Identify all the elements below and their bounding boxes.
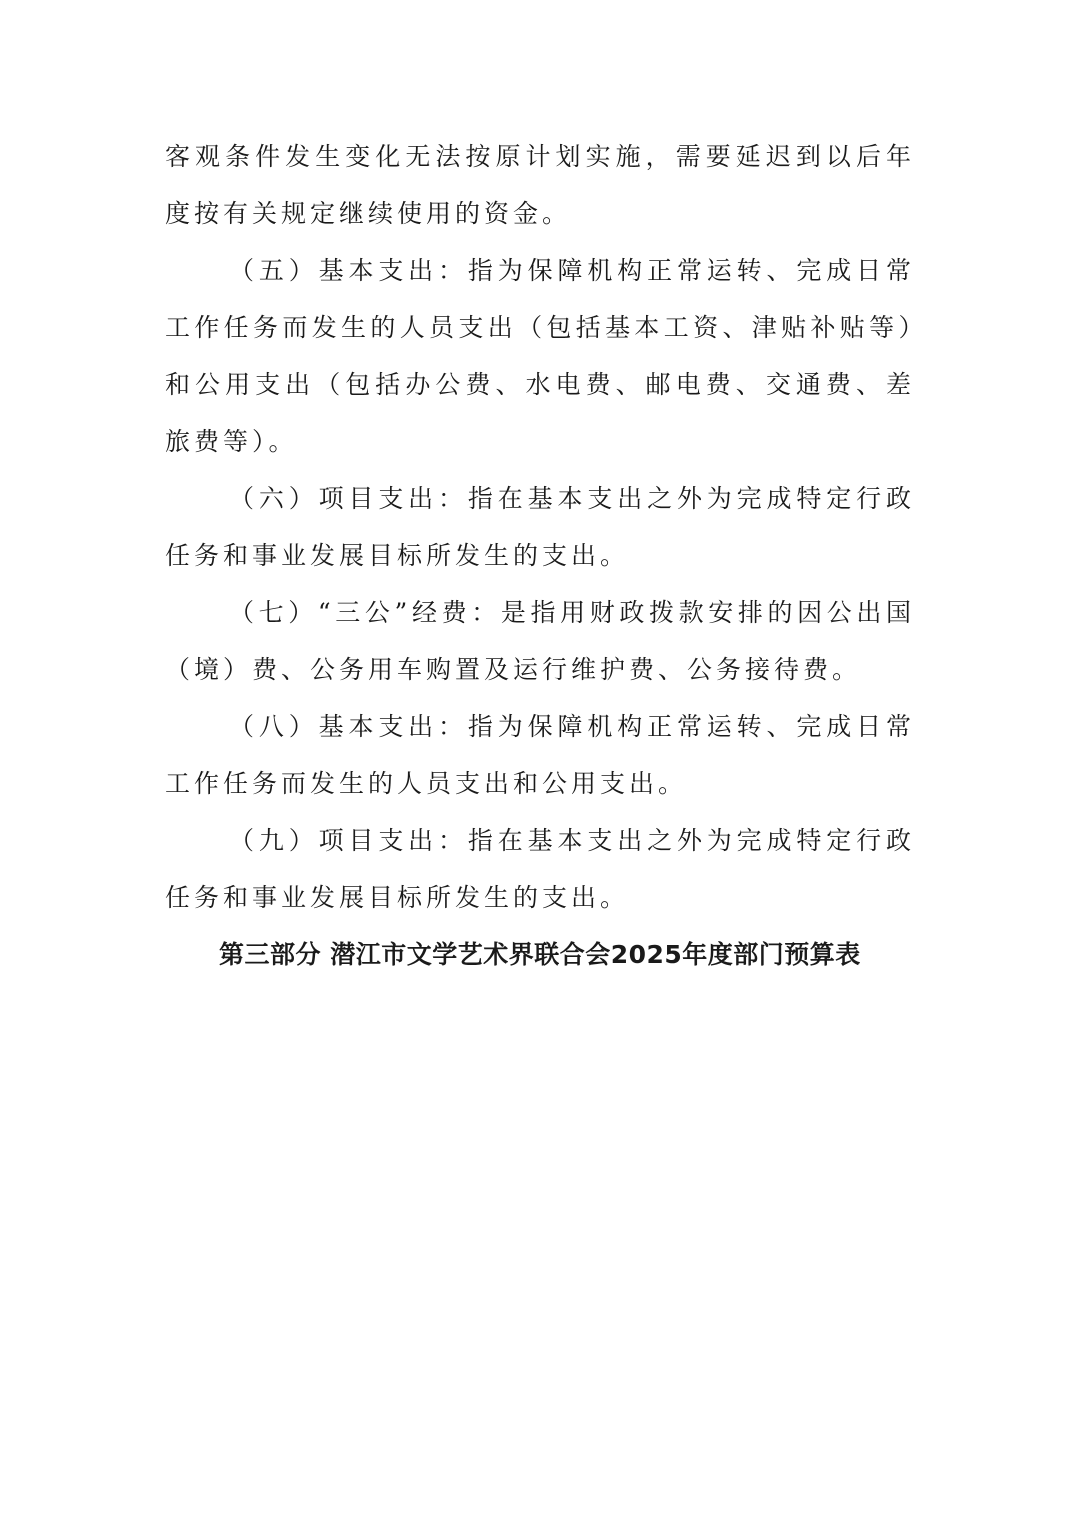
paragraph-three-public-funds: （七）“三公”经费：是指用财政拨款安排的因公出国（境）费、公务用车购置及运行维护费、公务接待费。 [165, 598, 915, 684]
paragraph-continuation: 客观条件发生变化无法按原计划实施，需要延迟到以后年度按有关规定继续使用的资金。 [165, 142, 915, 228]
paragraph-basic-expenditure-2: （八）基本支出：指为保障机构正常运转、完成日常工作任务而发生的人员支出和公用支出。 [165, 712, 915, 798]
paragraph-basic-expenditure: （五）基本支出：指为保障机构正常运转、完成日常工作任务而发生的人员支出（包括基本工资、津贴补贴等）和公用支出（包括办公费、水电费、邮电费、交通费、差旅费等）。 [165, 256, 915, 456]
paragraph-project-expenditure-2: （九）项目支出：指在基本支出之外为完成特定行政任务和事业发展目标所发生的支出。 [165, 826, 915, 912]
section-heading: 第三部分 潜江市文学艺术界联合会2025年度部门预算表 [219, 940, 861, 969]
document-page [165, 128, 915, 983]
paragraph-project-expenditure: （六）项目支出：指在基本支出之外为完成特定行政任务和事业发展目标所发生的支出。 [165, 484, 915, 570]
